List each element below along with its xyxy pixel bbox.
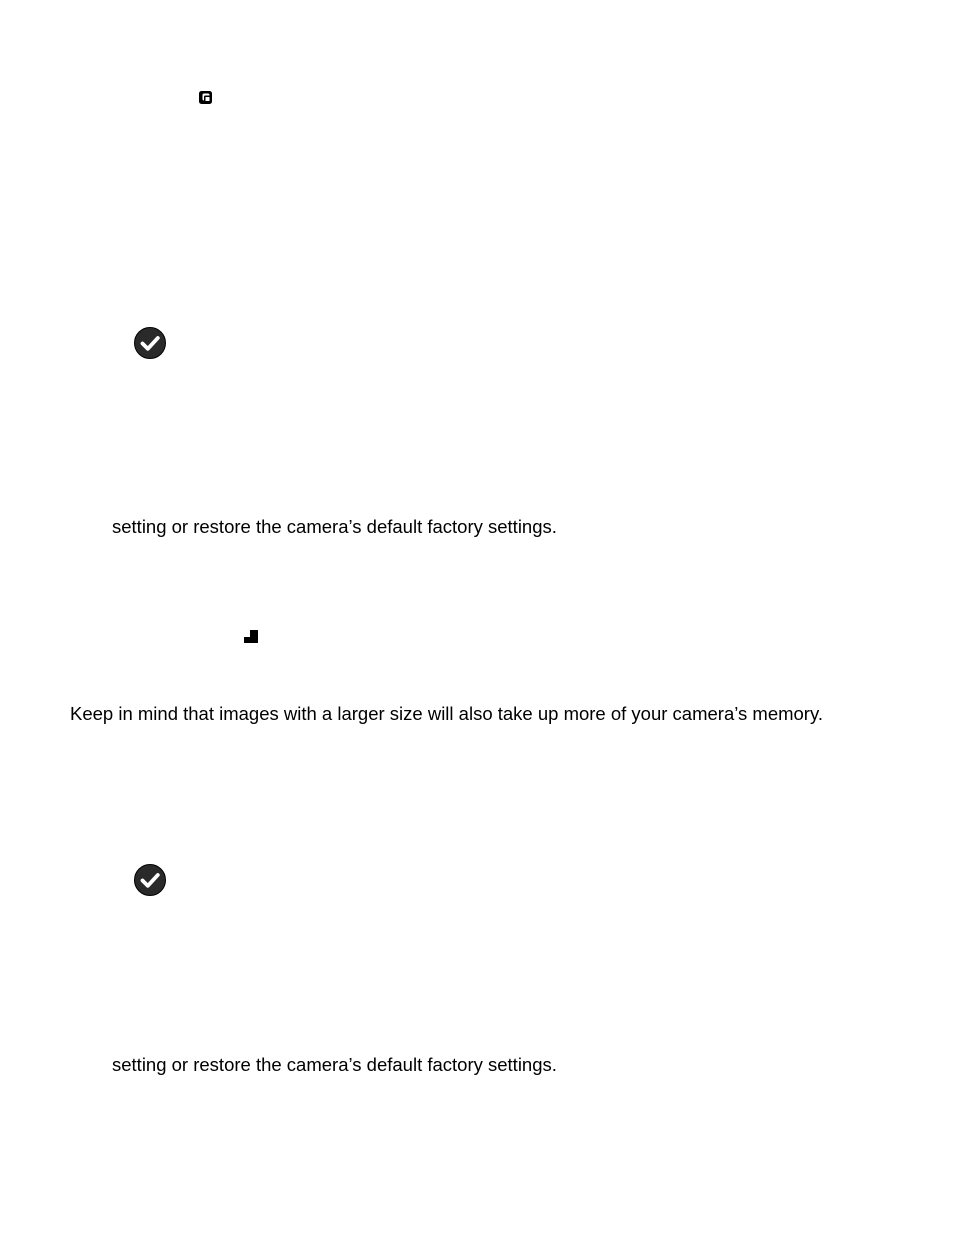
instruction-text: setting or restore the camera’s default factory settings. [112,1054,557,1075]
burst-mode-icon [198,90,214,106]
image-size-icon [243,629,259,643]
ok-check-icon [134,864,166,896]
ok-check-icon [134,327,166,359]
memory-note-text: Keep in mind that images with a larger size will also take up more of your camera’s memory. [70,703,823,724]
instruction-text: setting or restore the camera’s default factory settings. [112,516,557,537]
